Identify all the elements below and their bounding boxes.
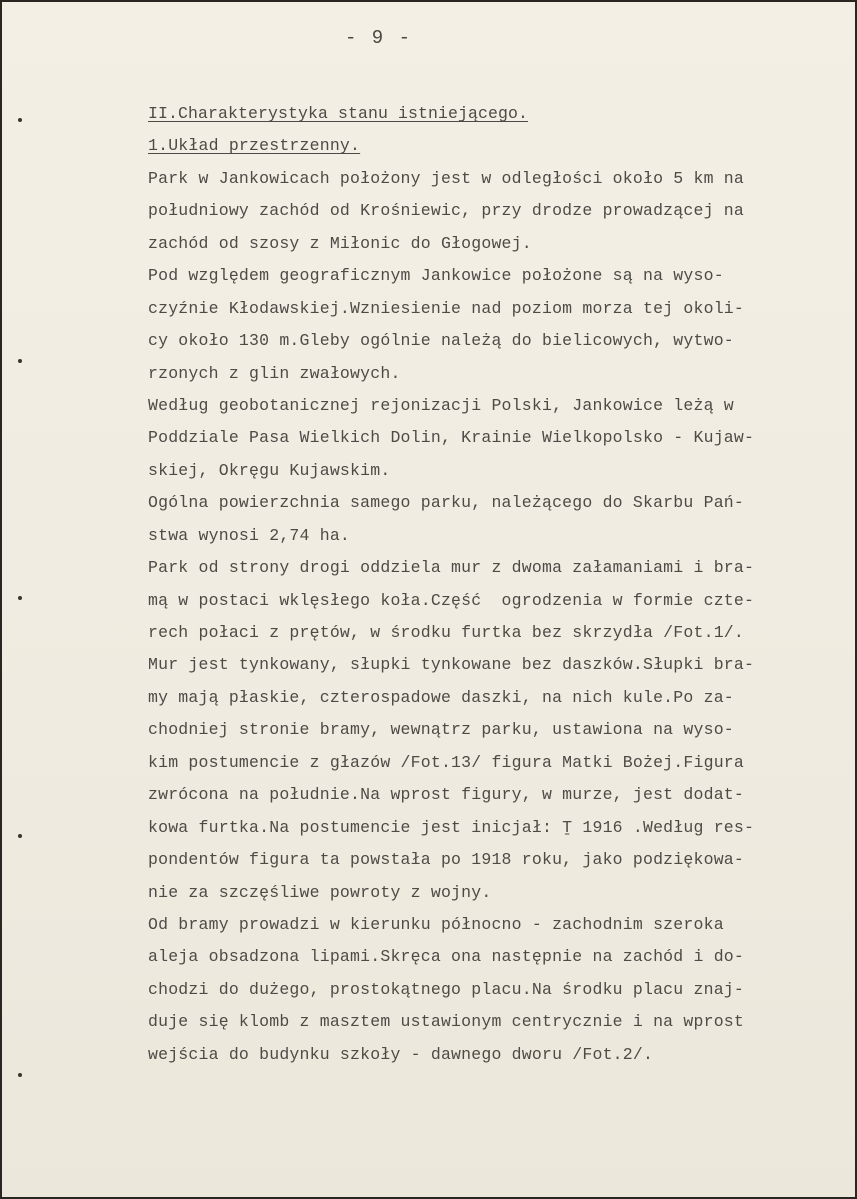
text-line: Według geobotanicznej rejonizacji Polski, Jankowice leżą w xyxy=(148,395,734,415)
text-line: Ogólna powierzchnia samego parku, należącego do Skarbu Pań- xyxy=(148,493,744,513)
body-text xyxy=(148,163,788,1071)
subsection-heading: 1.Układ przestrzenny. xyxy=(148,136,361,156)
text-line: chodzi do dużego, prostokątnego placu.Na środku placu znaj- xyxy=(148,979,744,999)
text-line: nie za szczęśliwe powroty z wojny. xyxy=(148,882,492,902)
text-line: my mają płaskie, czterospadowe daszki, na nich kule.Po za- xyxy=(148,687,734,707)
binding-hole-mark xyxy=(18,834,22,838)
text-line: mą w postaci wklęsłego koła.Część ogrodzenia w formie czte- xyxy=(148,590,755,610)
binding-hole-mark xyxy=(18,118,22,122)
text-line: rzonych z glin zwałowych. xyxy=(148,363,401,383)
text-line: cy około 130 m.Gleby ogólnie należą do bielicowych, wytwo- xyxy=(148,331,734,351)
text-line: aleja obsadzona lipami.Skręca ona następnie na zachód i do- xyxy=(148,947,744,967)
text-line: kowa furtka.Na postumencie jest inicjał: Ṯ 1916 .Według res- xyxy=(148,817,755,837)
text-line: wejścia do budynku szkoły - dawnego dworu /Fot.2/. xyxy=(148,1044,654,1064)
text-line: rech połaci z prętów, w środku furtka bez skrzydła /Fot.1/. xyxy=(148,623,744,642)
text-line: Park od strony drogi oddziela mur z dwoma załamaniami i bra- xyxy=(148,558,755,578)
document-body xyxy=(148,98,788,1071)
text-line: kim postumencie z głazów /Fot.13/ figura Matki Bożej.Figura xyxy=(148,752,744,772)
page-number: - 9 - xyxy=(344,27,412,49)
text-line: chodniej stronie bramy, wewnątrz parku, ustawiona na wyso- xyxy=(148,720,734,740)
text-line: Park w Jankowicach położony jest w odległości około 5 km na xyxy=(148,168,744,188)
binding-hole-mark xyxy=(18,596,22,600)
text-line: Mur jest tynkowany, słupki tynkowane bez daszków.Słupki bra- xyxy=(148,655,755,675)
binding-hole-mark xyxy=(18,359,22,363)
text-line: zachód od szosy z Miłonic do Głogowej. xyxy=(148,233,532,253)
text-line: Poddziale Pasa Wielkich Dolin, Krainie Wielkopolsko - Kujaw- xyxy=(148,428,755,448)
text-line: czyźnie Kłodawskiej.Wzniesienie nad poziom morza tej okoli- xyxy=(148,298,744,318)
text-line: południowy zachód od Krośniewic, przy drodze prowadzącej na xyxy=(148,201,744,221)
binding-hole-mark xyxy=(18,1073,22,1077)
text-line: Od bramy prowadzi w kierunku północno - zachodnim szeroka xyxy=(148,914,724,934)
text-line: Pod względem geograficznym Jankowice położone są na wyso- xyxy=(148,266,724,286)
text-line: pondentów figura ta powstała po 1918 roku, jako podziękowa- xyxy=(148,850,744,870)
section-heading: II.Charakterystyka stanu istniejącego. xyxy=(148,104,529,123)
text-line: stwa wynosi 2,74 ha. xyxy=(148,525,351,545)
text-line: duje się klomb z masztem ustawionym centrycznie i na wprost xyxy=(148,1012,744,1032)
text-line: zwrócona na południe.Na wprost figury, w murze, jest dodat- xyxy=(148,785,744,805)
text-line: skiej, Okręgu Kujawskim. xyxy=(148,460,391,480)
